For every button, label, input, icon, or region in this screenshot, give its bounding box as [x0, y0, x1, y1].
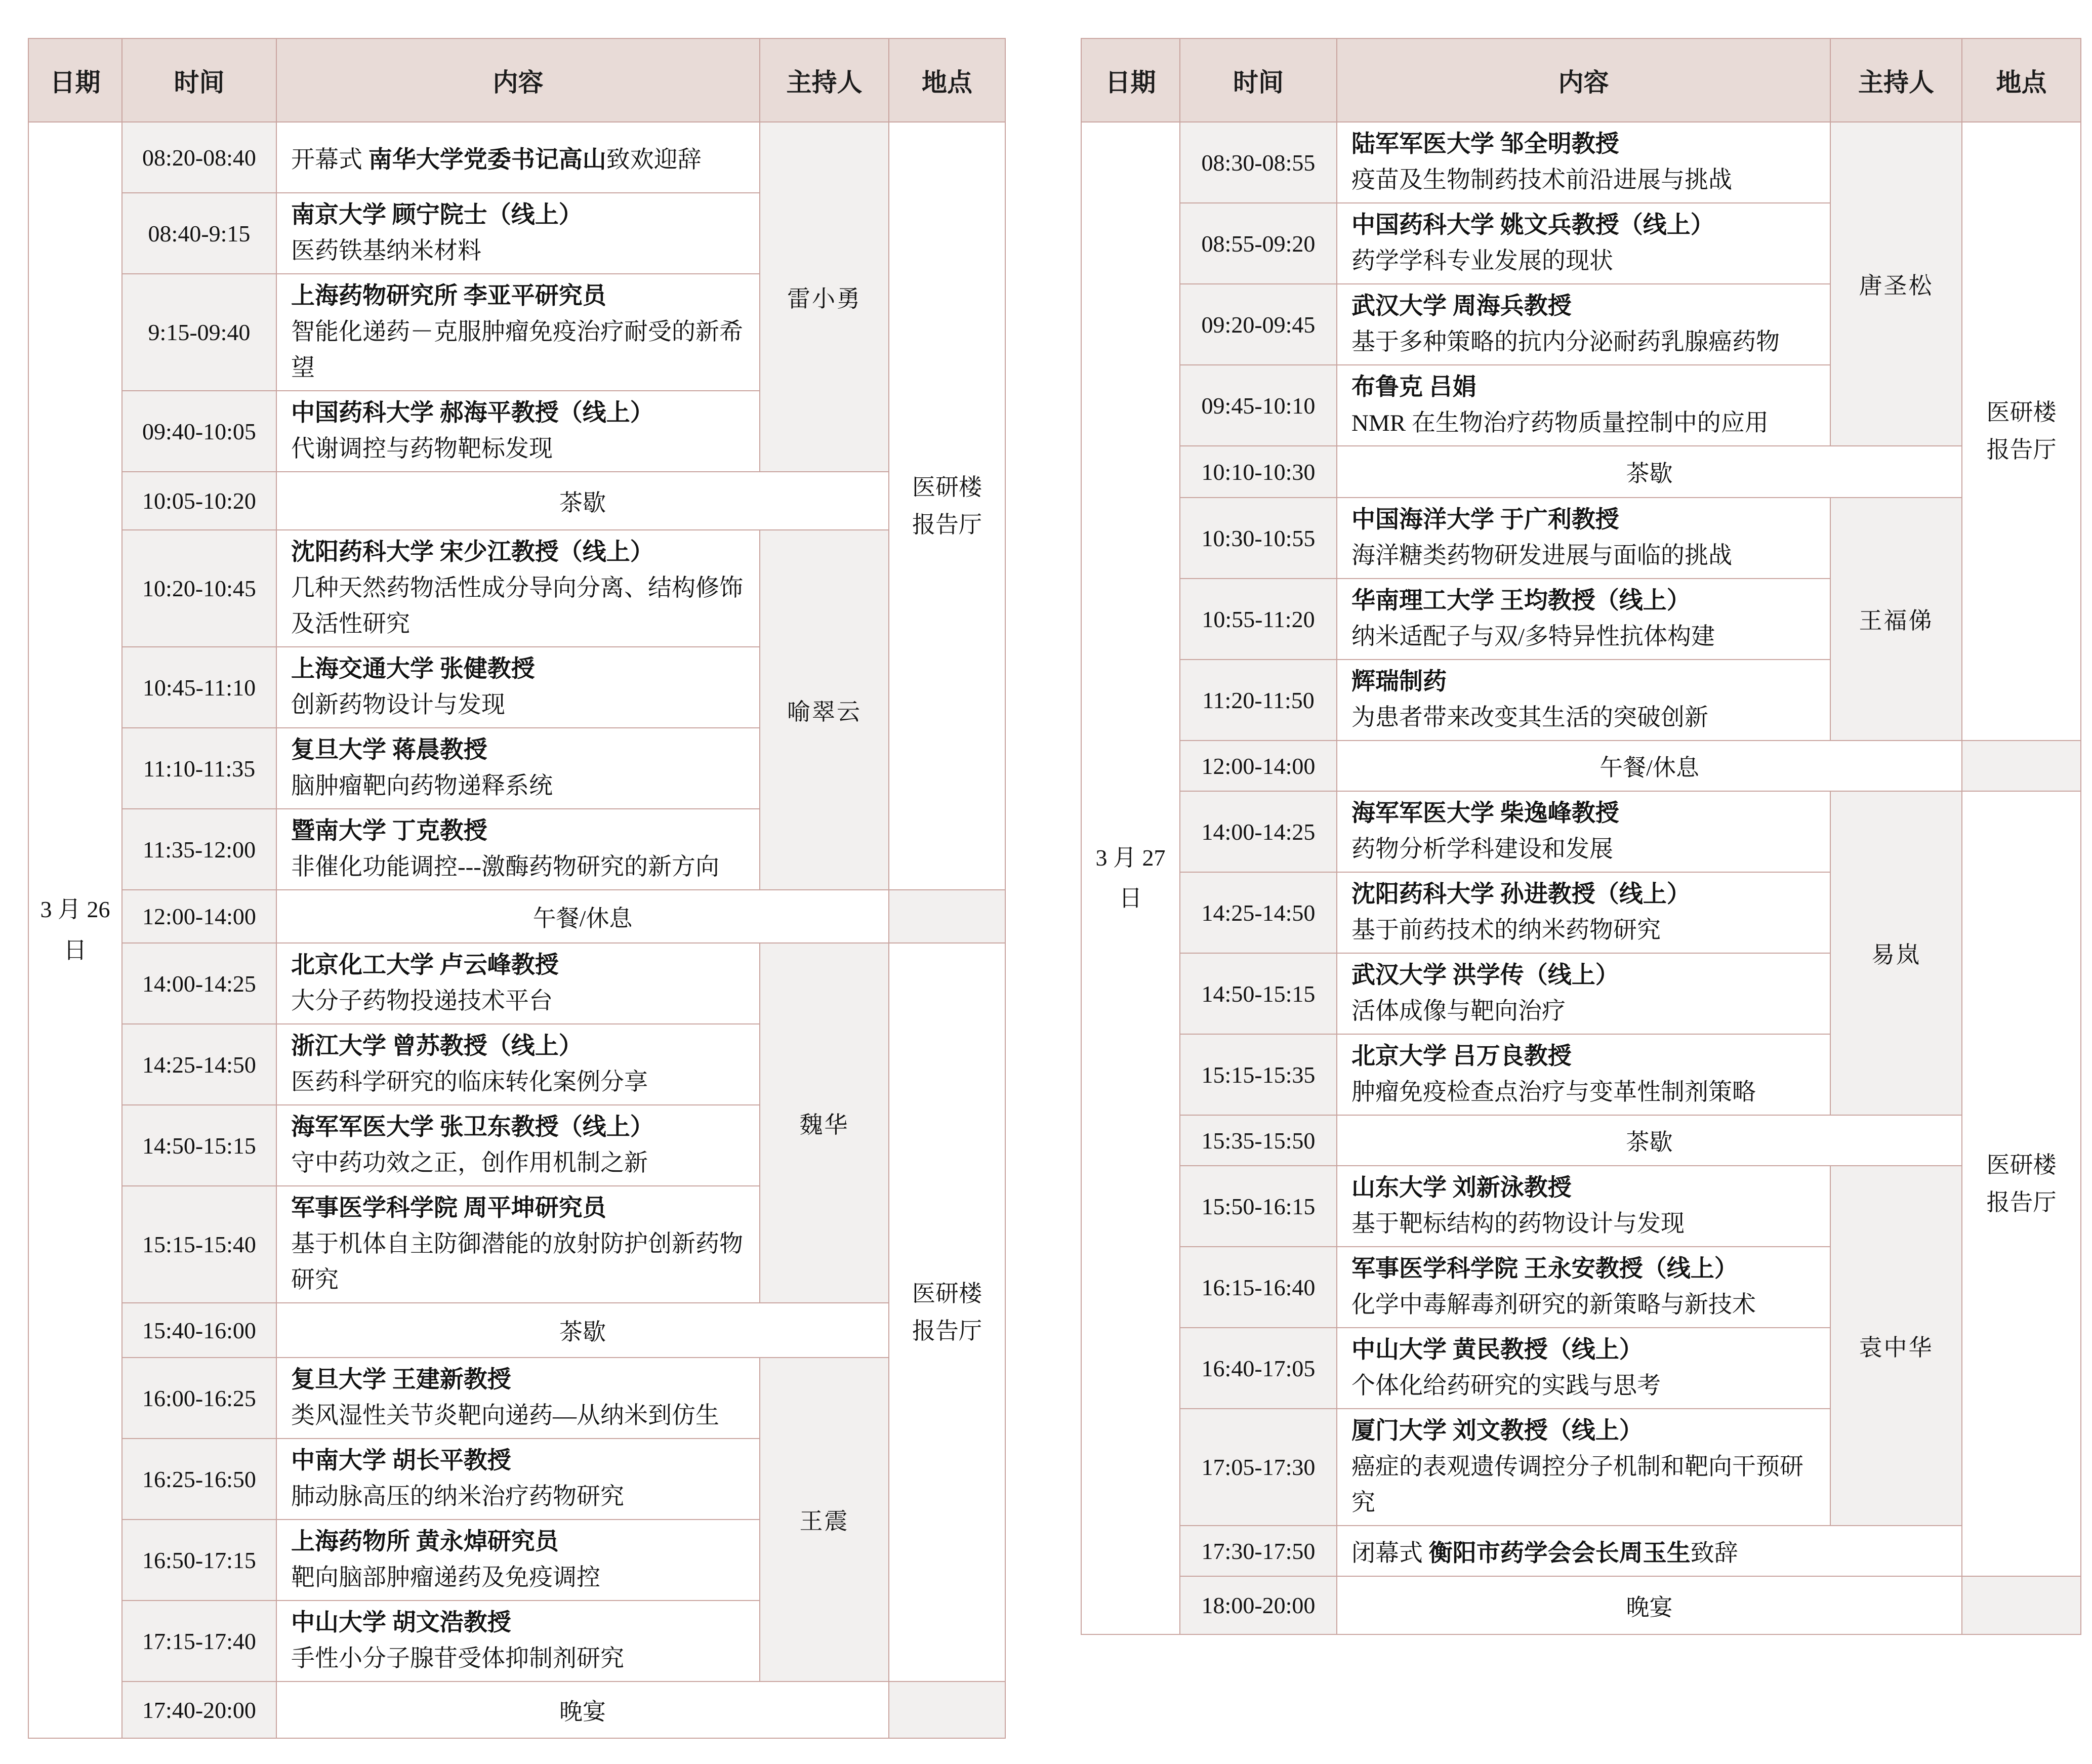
schedule-table-day1 [28, 38, 1006, 1739]
break-cell: 晚宴 [1337, 1576, 1962, 1634]
header-content: 内容 [276, 38, 760, 122]
speaker-line: 沈阳药科大学 宋少江教授（线上） [291, 539, 654, 565]
session-time: 14:50-15:15 [1180, 953, 1337, 1034]
topic-line: 基于多种策略的抗内分泌耐药乳腺癌药物 [1351, 329, 1780, 355]
table-row [1081, 498, 2081, 579]
topic-line: 类风湿性关节炎靶向递药—从纳米到仿生 [291, 1403, 719, 1429]
speaker-line: 军事医学科学院 周平坤研究员 [291, 1195, 606, 1221]
break-cell: 茶歇 [276, 472, 889, 530]
speaker-line: 南京大学 顾宁院士（线上） [291, 202, 583, 228]
break-cell: 午餐/休息 [276, 890, 889, 943]
header-time: 时间 [122, 38, 276, 122]
topic-line: 为患者带来改变其生活的突破创新 [1351, 705, 1708, 731]
header-time: 时间 [1180, 38, 1337, 122]
session-time: 15:40-16:00 [122, 1303, 276, 1358]
header-host: 主持人 [760, 38, 889, 122]
speaker-line: 陆军军医大学 邹全明教授 [1351, 131, 1619, 157]
session-content [276, 809, 760, 890]
location-cell-empty [1962, 741, 2081, 791]
topic-line: NMR 在生物治疗药物质量控制中的应用 [1351, 410, 1769, 436]
topic-line: 海洋糖类药物研发进展与面临的挑战 [1351, 543, 1732, 569]
date-line2: 日 [63, 937, 87, 963]
location-cell-empty [889, 890, 1005, 943]
table-row [28, 890, 1005, 943]
break-cell: 茶歇 [1337, 446, 1962, 498]
topic-line: 疫苗及生物制药技术前沿进展与挑战 [1351, 167, 1732, 193]
session-time: 15:15-15:40 [122, 1186, 276, 1303]
session-time: 17:15-17:40 [122, 1601, 276, 1681]
topic-line: 手性小分子腺苷受体抑制剂研究 [291, 1646, 624, 1672]
session-content [276, 1439, 760, 1520]
topic-line: 肺动脉高压的纳米治疗药物研究 [291, 1484, 624, 1510]
speaker-line: 沈阳药科大学 孙进教授（线上） [1351, 881, 1691, 908]
session-time: 11:10-11:35 [122, 728, 276, 809]
session-time: 11:20-11:50 [1180, 660, 1337, 741]
topic-line: 代谢调控与药物靶标发现 [291, 436, 553, 462]
location-cell-empty [1962, 1576, 2081, 1634]
topic-line: 药学学科专业发展的现状 [1351, 248, 1613, 274]
session-content [276, 1358, 760, 1439]
session-time: 14:50-15:15 [122, 1105, 276, 1186]
host-cell: 唐圣松 [1830, 122, 1962, 446]
speaker-line: 上海药物研究所 李亚平研究员 [291, 283, 606, 309]
session-content [1337, 284, 1830, 365]
speaker-line: 上海交通大学 张健教授 [291, 656, 535, 682]
topic-line: 守中药功效之正，创作用机制之新 [291, 1150, 648, 1176]
topic-line: 创新药物设计与发现 [291, 692, 505, 718]
session-time: 9:15-09:40 [122, 274, 276, 391]
session-time: 11:35-12:00 [122, 809, 276, 890]
header-host: 主持人 [1830, 38, 1962, 122]
host-cell: 王震 [760, 1358, 889, 1681]
session-content [276, 193, 760, 274]
table-row [1081, 1166, 2081, 1247]
session-content [1337, 1166, 1830, 1247]
topic-line: 个体化给药研究的实践与思考 [1351, 1373, 1661, 1399]
location-cell: 医研楼报告厅 [1962, 122, 2081, 741]
table-row [28, 1358, 1005, 1439]
speaker-line: 山东大学 刘新泳教授 [1351, 1175, 1572, 1201]
speaker-line: 海军军医大学 张卫东教授（线上） [291, 1114, 654, 1140]
session-content [276, 391, 760, 472]
session-content [276, 1186, 760, 1303]
header-location: 地点 [889, 38, 1005, 122]
session-time: 09:45-10:10 [1180, 365, 1337, 446]
session-content [276, 1024, 760, 1105]
topic-line: 肿瘤免疫检查点治疗与变革性制剂策略 [1351, 1079, 1756, 1105]
header-content: 内容 [1337, 38, 1830, 122]
topic-line: 癌症的表观遗传调控分子机制和靶向干预研究 [1351, 1454, 1803, 1516]
header-row [28, 38, 1005, 122]
topic-line: 医药铁基纳米材料 [291, 238, 481, 264]
speaker-line: 暨南大学 丁克教授 [291, 818, 487, 844]
location-cell-empty [889, 1681, 1005, 1738]
session-content [276, 943, 760, 1024]
host-cell: 雷小勇 [760, 122, 889, 472]
table-row [28, 1681, 1005, 1738]
session-content [1337, 791, 1830, 872]
break-cell: 茶歇 [1337, 1115, 1962, 1166]
header-date: 日期 [1081, 38, 1180, 122]
topic-line: 医药科学研究的临床转化案例分享 [291, 1069, 648, 1095]
topic-line: 活体成像与靶向治疗 [1351, 998, 1566, 1024]
speaker-line: 中国药科大学 郝海平教授（线上） [291, 400, 654, 426]
topic-line: 几种天然药物活性成分导向分离、结构修饰及活性研究 [291, 575, 743, 637]
topic-line: 基于机体自主防御潜能的放射防护创新药物研究 [291, 1231, 743, 1293]
speaker-line: 复旦大学 蒋晨教授 [291, 737, 487, 763]
session-time: 17:30-17:50 [1180, 1526, 1337, 1576]
header-row [1081, 38, 2081, 122]
schedule-table-day2 [1081, 38, 2081, 1635]
break-cell: 午餐/休息 [1337, 741, 1962, 791]
topic-line: 化学中毒解毒剂研究的新策略与新技术 [1351, 1292, 1756, 1318]
topic-line: 非催化功能调控---激酶药物研究的新方向 [291, 854, 719, 880]
session-content [276, 530, 760, 647]
session-time: 16:50-17:15 [122, 1520, 276, 1601]
table-row [28, 122, 1005, 193]
speaker-line: 中南大学 胡长平教授 [291, 1448, 511, 1474]
table-row [1081, 122, 2081, 203]
speaker-line: 军事医学科学院 王永安教授（线上） [1351, 1256, 1738, 1282]
session-time: 14:25-14:50 [122, 1024, 276, 1105]
session-content [276, 647, 760, 728]
speaker-line: 上海药物所 黄永焯研究员 [291, 1529, 559, 1555]
speaker-line: 中山大学 胡文浩教授 [291, 1610, 511, 1636]
header-date: 日期 [28, 38, 122, 122]
speaker-line: 北京大学 吕万良教授 [1351, 1043, 1572, 1070]
host-cell: 王福俤 [1830, 498, 1962, 741]
session-time: 15:15-15:35 [1180, 1034, 1337, 1115]
header-location: 地点 [1962, 38, 2081, 122]
session-time: 10:10-10:30 [1180, 446, 1337, 498]
session-time: 16:00-16:25 [122, 1358, 276, 1439]
speaker-line: 辉瑞制药 [1351, 669, 1447, 695]
table-row [1081, 1115, 2081, 1166]
table-row [28, 1303, 1005, 1358]
topic-line: 脑肿瘤靶向药物递释系统 [291, 773, 553, 799]
speaker-line: 中山大学 黄民教授（线上） [1351, 1337, 1643, 1363]
table-row [28, 472, 1005, 530]
topic-line: 智能化递药－克服肿瘤免疫治疗耐受的新希望 [291, 319, 743, 381]
table-row [1081, 741, 2081, 791]
location-cell: 医研楼报告厅 [889, 122, 1005, 890]
session-time: 10:05-10:20 [122, 472, 276, 530]
topic-line: 基于靶标结构的药物设计与发现 [1351, 1211, 1685, 1237]
session-time: 10:55-11:20 [1180, 579, 1337, 660]
topic-line: 大分子药物投递技术平台 [291, 988, 553, 1014]
break-cell: 茶歇 [276, 1303, 889, 1358]
host-cell: 喻翠云 [760, 530, 889, 890]
speaker-line: 浙江大学 曾苏教授（线上） [291, 1033, 583, 1059]
session-content [276, 1105, 760, 1186]
session-content [1337, 122, 1830, 203]
session-time: 16:25-16:50 [122, 1439, 276, 1520]
speaker-line: 海军军医大学 柴逸峰教授 [1351, 800, 1619, 827]
session-time: 15:35-15:50 [1180, 1115, 1337, 1166]
table-row [1081, 446, 2081, 498]
host-cell: 魏华 [760, 943, 889, 1303]
date-cell [1081, 122, 1180, 1634]
session-time: 15:50-16:15 [1180, 1166, 1337, 1247]
speaker-line: 武汉大学 周海兵教授 [1351, 293, 1572, 319]
session-time: 08:20-08:40 [122, 122, 276, 193]
session-time: 17:40-20:00 [122, 1681, 276, 1738]
session-time: 14:25-14:50 [1180, 872, 1337, 953]
host-cell: 袁中华 [1830, 1166, 1962, 1526]
session-time: 08:40-9:15 [122, 193, 276, 274]
session-content [276, 274, 760, 391]
speaker-line: 复旦大学 王建新教授 [291, 1367, 511, 1393]
session-time: 08:55-09:20 [1180, 203, 1337, 284]
table-row [1081, 1576, 2081, 1634]
session-content [1337, 1034, 1830, 1115]
session-content [1337, 579, 1830, 660]
topic-line: 基于前药技术的纳米药物研究 [1351, 917, 1661, 943]
session-time: 14:00-14:25 [1180, 791, 1337, 872]
session-time: 10:30-10:55 [1180, 498, 1337, 579]
session-time: 16:15-16:40 [1180, 1247, 1337, 1328]
session-time: 16:40-17:05 [1180, 1328, 1337, 1409]
speaker-line: 中国药科大学 姚文兵教授（线上） [1351, 212, 1714, 238]
topic-line: 靶向脑部肿瘤递药及免疫调控 [291, 1565, 600, 1591]
session-time: 10:45-11:10 [122, 647, 276, 728]
topic-line: 药物分析学科建设和发展 [1351, 836, 1613, 863]
ceremony-content: 开幕式 南华大学党委书记高山致欢迎辞 [276, 122, 760, 193]
ceremony-content: 闭幕式 衡阳市药学会会长周玉生致辞 [1337, 1526, 1962, 1576]
session-time: 09:40-10:05 [122, 391, 276, 472]
date-line1: 3 月 26 [40, 896, 110, 922]
session-content [276, 1520, 760, 1601]
date-line2: 日 [1119, 885, 1142, 911]
session-time: 17:05-17:30 [1180, 1409, 1337, 1526]
speaker-line: 厦门大学 刘文教授（线上） [1351, 1418, 1643, 1444]
speaker-line: 华南理工大学 王均教授（线上） [1351, 588, 1691, 614]
session-content [1337, 872, 1830, 953]
speaker-line: 中国海洋大学 于广利教授 [1351, 507, 1619, 533]
table-row [1081, 791, 2081, 872]
session-content [1337, 660, 1830, 741]
session-content [1337, 1328, 1830, 1409]
session-time: 14:00-14:25 [122, 943, 276, 1024]
location-cell: 医研楼报告厅 [1962, 791, 2081, 1576]
session-content [1337, 1247, 1830, 1328]
table-row [28, 530, 1005, 647]
speaker-line: 武汉大学 洪学传（线上） [1351, 962, 1619, 989]
topic-line: 纳米适配子与双/多特异性抗体构建 [1351, 624, 1715, 650]
speaker-line: 布鲁克 吕娟 [1351, 374, 1476, 400]
table-row [28, 943, 1005, 1024]
date-cell [28, 122, 122, 1738]
session-content [1337, 203, 1830, 284]
session-time: 12:00-14:00 [122, 890, 276, 943]
session-time: 08:30-08:55 [1180, 122, 1337, 203]
location-cell: 医研楼报告厅 [889, 943, 1005, 1681]
session-time: 09:20-09:45 [1180, 284, 1337, 365]
session-time: 12:00-14:00 [1180, 741, 1337, 791]
session-content [1337, 1409, 1830, 1526]
speaker-line: 北京化工大学 卢云峰教授 [291, 952, 559, 978]
break-cell: 晚宴 [276, 1681, 889, 1738]
session-time: 18:00-20:00 [1180, 1576, 1337, 1634]
table-row [1081, 1526, 2081, 1576]
session-content [276, 728, 760, 809]
session-content [276, 1601, 760, 1681]
session-content [1337, 953, 1830, 1034]
session-time: 10:20-10:45 [122, 530, 276, 647]
session-content [1337, 498, 1830, 579]
session-content [1337, 365, 1830, 446]
date-line1: 3 月 27 [1095, 844, 1166, 871]
host-cell: 易岚 [1830, 791, 1962, 1115]
